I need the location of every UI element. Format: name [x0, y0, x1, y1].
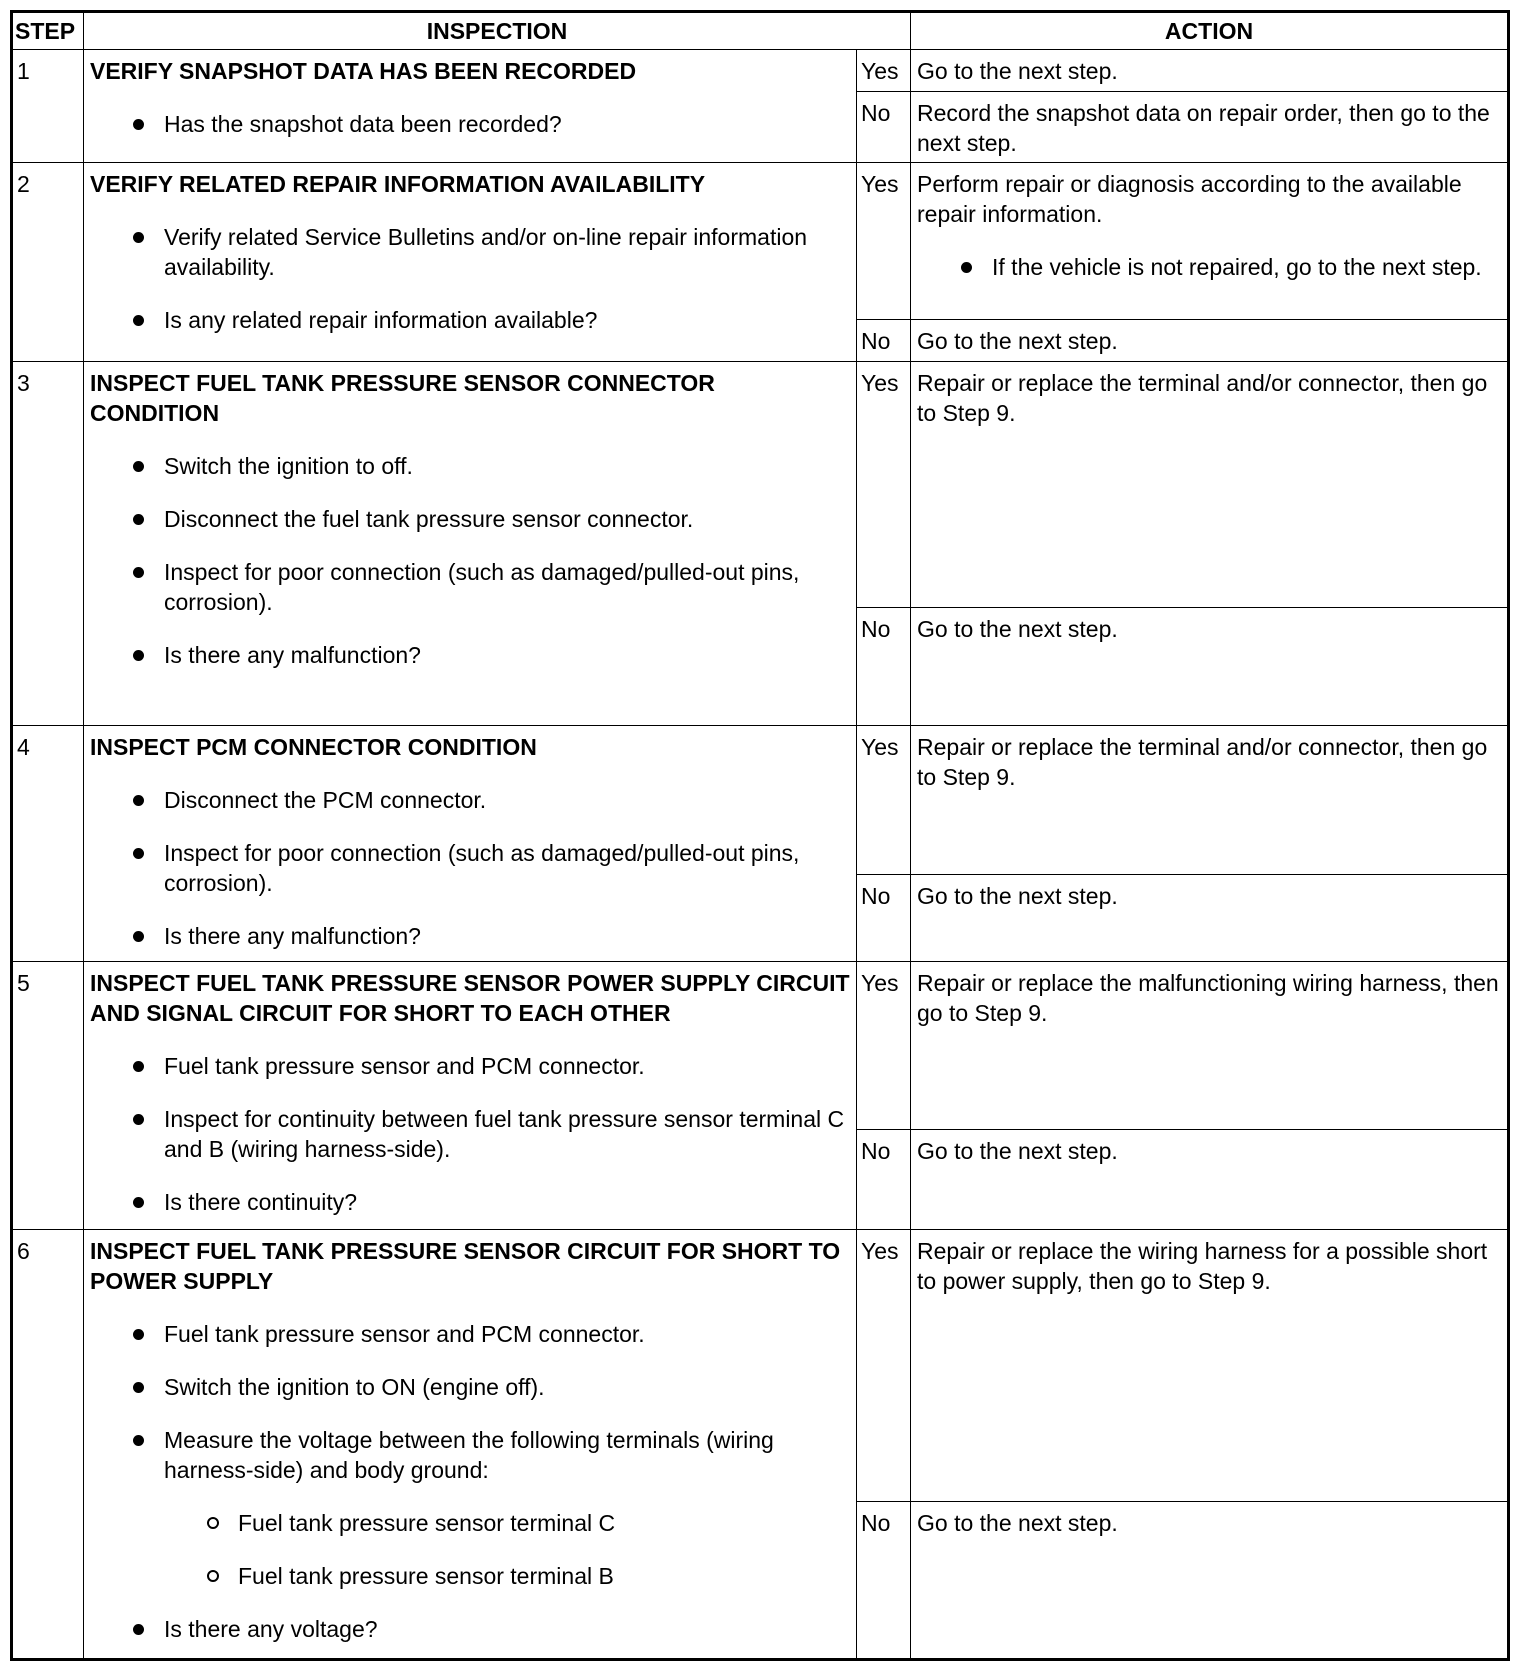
step-inspection — [84, 50, 857, 163]
yes-label: Yes — [857, 1230, 911, 1502]
step-number: 6 — [12, 1230, 84, 1660]
action-column-header: ACTION — [911, 12, 1509, 50]
no-action: Record the snapshot data on repair order, then go to the next step. — [911, 92, 1509, 163]
no-label: No — [857, 875, 911, 962]
no-action: Go to the next step. — [911, 1130, 1509, 1230]
no-action: Go to the next step. — [911, 608, 1509, 726]
no-action: Go to the next step. — [911, 320, 1509, 362]
yes-label: Yes — [857, 962, 911, 1130]
step-3-yes-row — [12, 362, 1509, 608]
no-action: Go to the next step. — [911, 1502, 1509, 1660]
step-2-yes-row — [12, 163, 1509, 320]
inspection-bullet: Disconnect the PCM connector. — [164, 785, 850, 815]
yes-action: Repair or replace the terminal and/or connector, then go to Step 9. — [911, 726, 1509, 875]
inspection-bullet-list — [90, 451, 850, 670]
inspection-bullet: Verify related Service Bulletins and/or on-line repair information availability. — [164, 222, 850, 282]
inspection-bullet-list — [90, 1319, 850, 1644]
inspection-bullet-list — [90, 222, 850, 335]
step-6-yes-row — [12, 1230, 1509, 1502]
inspection-bullet — [164, 1425, 850, 1591]
no-action: Go to the next step. — [911, 875, 1509, 962]
step-title: INSPECT FUEL TANK PRESSURE SENSOR POWER SUPPLY CIRCUIT AND SIGNAL CIRCUIT FOR SHORT TO EACH OTHER — [90, 970, 850, 1026]
diagnostic-procedure-table — [10, 10, 1510, 1661]
no-label: No — [857, 1502, 911, 1660]
step-inspection — [84, 962, 857, 1230]
yes-label: Yes — [857, 362, 911, 608]
step-column-header: STEP — [12, 12, 84, 50]
step-number: 2 — [12, 163, 84, 362]
inspection-bullet: Is there any malfunction? — [164, 921, 850, 951]
step-inspection — [84, 726, 857, 962]
inspection-column-header: INSPECTION — [84, 12, 911, 50]
no-label: No — [857, 1130, 911, 1230]
step-title: INSPECT FUEL TANK PRESSURE SENSOR CONNECTOR CONDITION — [90, 370, 715, 426]
inspection-bullet: Is any related repair information available? — [164, 305, 850, 335]
yes-action: Repair or replace the malfunctioning wiring harness, then go to Step 9. — [911, 962, 1509, 1130]
step-title: INSPECT FUEL TANK PRESSURE SENSOR CIRCUIT FOR SHORT TO POWER SUPPLY — [90, 1238, 841, 1294]
yes-action-text: Perform repair or diagnosis according to the available repair information. — [917, 171, 1462, 227]
inspection-bullet: Switch the ignition to off. — [164, 451, 850, 481]
action-bullet-list — [917, 252, 1501, 282]
no-label: No — [857, 320, 911, 362]
inspection-bullet-list — [90, 1051, 850, 1217]
no-label: No — [857, 92, 911, 163]
inspection-bullet-text: Measure the voltage between the following terminals (wiring harness-side) and body ground: — [164, 1427, 774, 1483]
terminal-sub-list — [164, 1508, 850, 1591]
yes-action — [911, 163, 1509, 320]
no-label: No — [857, 608, 911, 726]
step-5-yes-row — [12, 962, 1509, 1130]
terminal-sub-bullet: Fuel tank pressure sensor terminal B — [238, 1561, 850, 1591]
step-number: 5 — [12, 962, 84, 1230]
inspection-bullet-list — [90, 109, 850, 139]
inspection-bullet: Inspect for poor connection (such as damaged/pulled-out pins, corrosion). — [164, 557, 850, 617]
step-inspection — [84, 1230, 857, 1660]
inspection-bullet: Switch the ignition to ON (engine off). — [164, 1372, 850, 1402]
step-number: 1 — [12, 50, 84, 163]
step-1-yes-row — [12, 50, 1509, 92]
step-number: 3 — [12, 362, 84, 726]
step-4-yes-row — [12, 726, 1509, 875]
step-number: 4 — [12, 726, 84, 962]
inspection-bullet: Inspect for continuity between fuel tank pressure sensor terminal C and B (wiring harness-side). — [164, 1104, 850, 1164]
yes-label: Yes — [857, 726, 911, 875]
inspection-bullet: Disconnect the fuel tank pressure sensor connector. — [164, 504, 850, 534]
inspection-bullet-list — [90, 785, 850, 951]
step-inspection — [84, 362, 857, 726]
yes-label: Yes — [857, 50, 911, 92]
yes-action: Repair or replace the terminal and/or connector, then go to Step 9. — [911, 362, 1509, 608]
inspection-bullet: Fuel tank pressure sensor and PCM connector. — [164, 1051, 850, 1081]
step-title: VERIFY RELATED REPAIR INFORMATION AVAILABILITY — [90, 171, 706, 197]
inspection-bullet: Inspect for poor connection (such as damaged/pulled-out pins, corrosion). — [164, 838, 850, 898]
step-title: VERIFY SNAPSHOT DATA HAS BEEN RECORDED — [90, 58, 637, 84]
yes-action: Go to the next step. — [911, 50, 1509, 92]
terminal-sub-bullet: Fuel tank pressure sensor terminal C — [238, 1508, 850, 1538]
inspection-bullet: Fuel tank pressure sensor and PCM connector. — [164, 1319, 850, 1349]
step-inspection — [84, 163, 857, 362]
inspection-bullet: Is there continuity? — [164, 1187, 850, 1217]
action-bullet: If the vehicle is not repaired, go to the next step. — [992, 252, 1501, 282]
inspection-bullet: Is there any voltage? — [164, 1614, 850, 1644]
yes-action: Repair or replace the wiring harness for a possible short to power supply, then go to Step 9. — [911, 1230, 1509, 1502]
step-title: INSPECT PCM CONNECTOR CONDITION — [90, 734, 537, 760]
header-row — [12, 12, 1509, 50]
yes-label: Yes — [857, 163, 911, 320]
inspection-bullet: Is there any malfunction? — [164, 640, 850, 670]
inspection-bullet: Has the snapshot data been recorded? — [164, 109, 850, 139]
